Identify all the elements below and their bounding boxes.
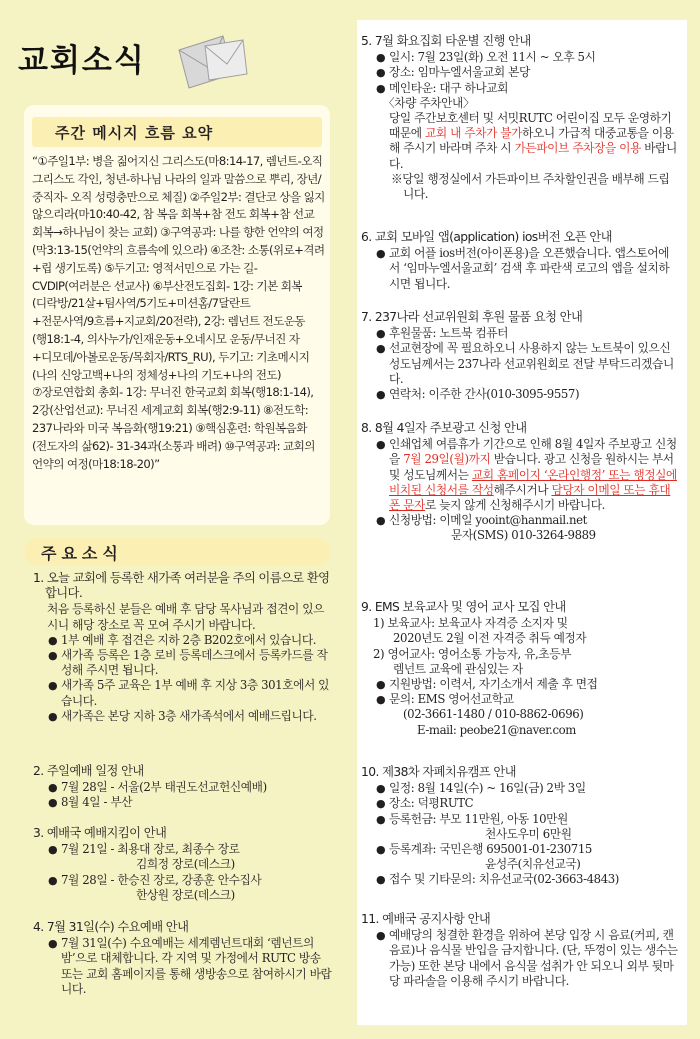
news-item-9: 9. EMS 보육교사 및 영어 교사 모집 안내 1) 보육교사: 보육교사 자격증 소지자 및 2020년도 2월 이전 자격증 취득 예정자 2) 영어교사: 영어소통 가능자, 유,초등부 렘넌트 교육에 관심있는 자 ● 지원방법: 이력서, 자기소개서 제출 후 면접 ● 문의: EMS 영어선교학교 (02-3661-1480 / 010-8862-0696) E-mail: peobe21@naver.com [361, 600, 679, 738]
news-item-2: 2. 주일예배 일정 안내 ● 7월 28일 - 서울(2부 태권도선교헌신예배) ● 8월 4일 - 부산 [33, 764, 333, 811]
news-item-4: 4. 7월 31일(수) 수요예배 안내 ● 7월 31일(수) 수요예배는 세계렘넌트대회 ‘렘넌트의 밤’으로 대체합니다. 각 지역 및 가정에서 RUTC 방송 또는 교회 홈페이지를 통해 생방송으로 참여하시기 바랍니다. [33, 920, 333, 997]
news-item-1: 1. 오늘 교회에 등록한 새가족 여러분을 주의 이름으로 환영합니다. 처음 등록하신 분들은 예배 후 담당 목사님과 접견이 있으시니 해당 장소로 꼭 모여 주시기 바랍니다. ● 1부 예배 후 접견은 지하 2층 B202호에서 있습니다. ● 새가족 등록은 1층 로비 등록데스크에서 등록카드를 작성해 주시면 됩니다. ● 새가족 5주 교육은 1부 예배 후 지상 3층 301호에서 있습니다. ● 새가족은 본당 지하 3층 새가족석에서 예배드립니다. [33, 571, 333, 724]
parking-notice: 당일 주간보호센터 및 서밋RUTC 어린이집 모두 운영하기 때문에 교회 내 주차가 불가하오니 가급적 대중교통을 이용해 주시기 바라며 주차 시 가든파이브 주차장을 이용 바랍니다. [389, 111, 677, 171]
weekly-summary-header: 주간 메시지 흐름 요약 [32, 117, 322, 147]
news-item-10: 10. 제38차 자폐치유캠프 안내 ● 일정: 8월 14일(수) ~ 16일(금) 2박 3일 ● 장소: 덕평RUTC ● 등록헌금: 부모 11만원, 아동 10만원 천사도우미 6만원 ● 등록계좌: 국민은행 695001-01-230715 윤성주(치유선교국) ● 접수 및 기타문의: 치유선교국(02-3663-4843) [361, 765, 679, 888]
news-item-3: 3. 예배국 예배지킴이 안내 ● 7월 21일 - 최용대 장로, 최종수 장로 김희정 장로(데스크) ● 7월 28일 - 한승진 장로, 강종훈 안수집사 한상원 장로(데스크) [33, 826, 333, 903]
news-item-6: 6. 교회 모바일 앱(application) ios버전 오픈 안내 ● 교회 어플 ios버전(아이폰용)을 오픈했습니다. 앱스토어에서 ‘임마누엘서울교회’ 검색 후 파란색 로고의 앱을 설치하시면 됩니다. [361, 230, 679, 292]
envelope-icon [175, 30, 250, 92]
news-header: 주요소식 [24, 538, 330, 566]
page-title: 교회소식 [18, 43, 146, 79]
weekly-summary-text: “①주일1부: 병을 짊어지신 그리스도(마8:14-17, 렘넌트-오직 그리스도 각인, 청년-하나님 나라의 일과 말씀으로 뿌리, 장년/중직자- 오직 성령충만으로 체질) ②주일2부: 결단코 상을 잃지 않으리라(마10:40-42, 참 복음 회복+참 전도 회복+참 선교 회복→하나님이 찾는 교회) ③구역공과: 나를 향한 언약의 여정(막3:13-15(언약의 흐름속에 있으라) ④조찬: 소통(위로+격려+립 생기도록) ⑤두기고: 영적서민으로 가는 길-CVDIP(여러분은 선교사) ⑥부산전도집회- 1강: 기본 회복(디락방/21살+팀사역/5기도+미션홈/7달란트+전문사역/9흐름+지교회/20전략), 2강: 렘넌트 전도운동(행18:1-4, 의사누가/인재운동+오네시모 운동/무너진 자+디모데/아볼로운동/목회자/RTS_RU), 두기고: 기초메시지(나의 신앙고백+나의 정체성+나의 기도+나의 전도) ⑦장로연합회 총회- 1강: 무너진 한국교회 회복(행18:1-14), 2강(산업선교): 무너진 세계교회 회복(행2:9-11) ⑧전도학: 237나라와 미국 복음화(행19:21) ⑨핵심훈련: 학원복음화(전도자의 삶62)- 31-34과(소통과 배려) ⑩구역공과: 교회의 언약의 여정(마18:18-20)” [32, 154, 325, 471]
news-item-7: 7. 237나라 선교위원회 후원 물품 요청 안내 ● 후원물품: 노트북 컴퓨터 ● 선교현장에 꼭 필요하오니 사용하지 않는 노트북이 있으신 성도님께서는 237나라 선교위원회로 전달 부탁드리겠습니다. ● 연락처: 이주한 간사(010-3095-9557) [361, 310, 679, 402]
news-item-8: 8. 8월 4일자 주보광고 신청 안내 ● 인쇄업체 여름휴가 기간으로 인해 8월 4일자 주보광고 신청을 7월 29일(월)까지 받습니다. 광고 신청을 원하시는 부서 및 성도님께서는 교회 홈페이지 ‘온라인행정’ 또는 행정실에 비치된 신청서를 작성해주시거나 담당자 이메일 또는 휴대폰 문자로 늦지 않게 신청해주시기 바랍니다. ● 신청방법: 이메일 yooint@hanmail.net 문자(SMS) 010-3264-9889 [361, 421, 679, 544]
news-item-11: 11. 예배국 공지사항 안내 ● 예배당의 청결한 환경을 위하여 본당 입장 시 음료(커피, 캔 음료)나 음식물 반입을 금지합니다. (단, 뚜껑이 있는 생수는 가능) 또한 본당 내에서 음식물 섭취가 안 되오니 외부 뒷마당 파라솔을 이용해 주시기 바랍니다. [361, 912, 679, 989]
news-item-5: 5. 7월 화요집회 타운별 진행 안내 ● 일시: 7월 23일(화) 오전 11시 ~ 오후 5시 ● 장소: 임마누엘서울교회 본당 ● 메인타운: 대구 하나교회 〈차량 주차안내〉 당일 주간보호센터 및 서밋RUTC 어린이집 모두 운영하기 때문에 교회 내 주차가 불가하오니 가급적 대중교통을 이용해 주시기 바라며 주차 시 가든파이브 주차장을 이용 바랍니다. ※당일 행정실에서 가든파이브 주차할인권을 배부해 드립니다. [361, 34, 679, 202]
ad-deadline-notice: ● 인쇄업체 여름휴가 기간으로 인해 8월 4일자 주보광고 신청을 7월 29일(월)까지 받습니다. 광고 신청을 원하시는 부서 및 성도님께서는 교회 홈페이지 ‘온라인행정’ 또는 행정실에 비치된 신청서를 작성해주시거나 담당자 이메일 또는 휴대폰 문자로 늦지 않게 신청해주시기 바랍니다. [375, 437, 679, 513]
